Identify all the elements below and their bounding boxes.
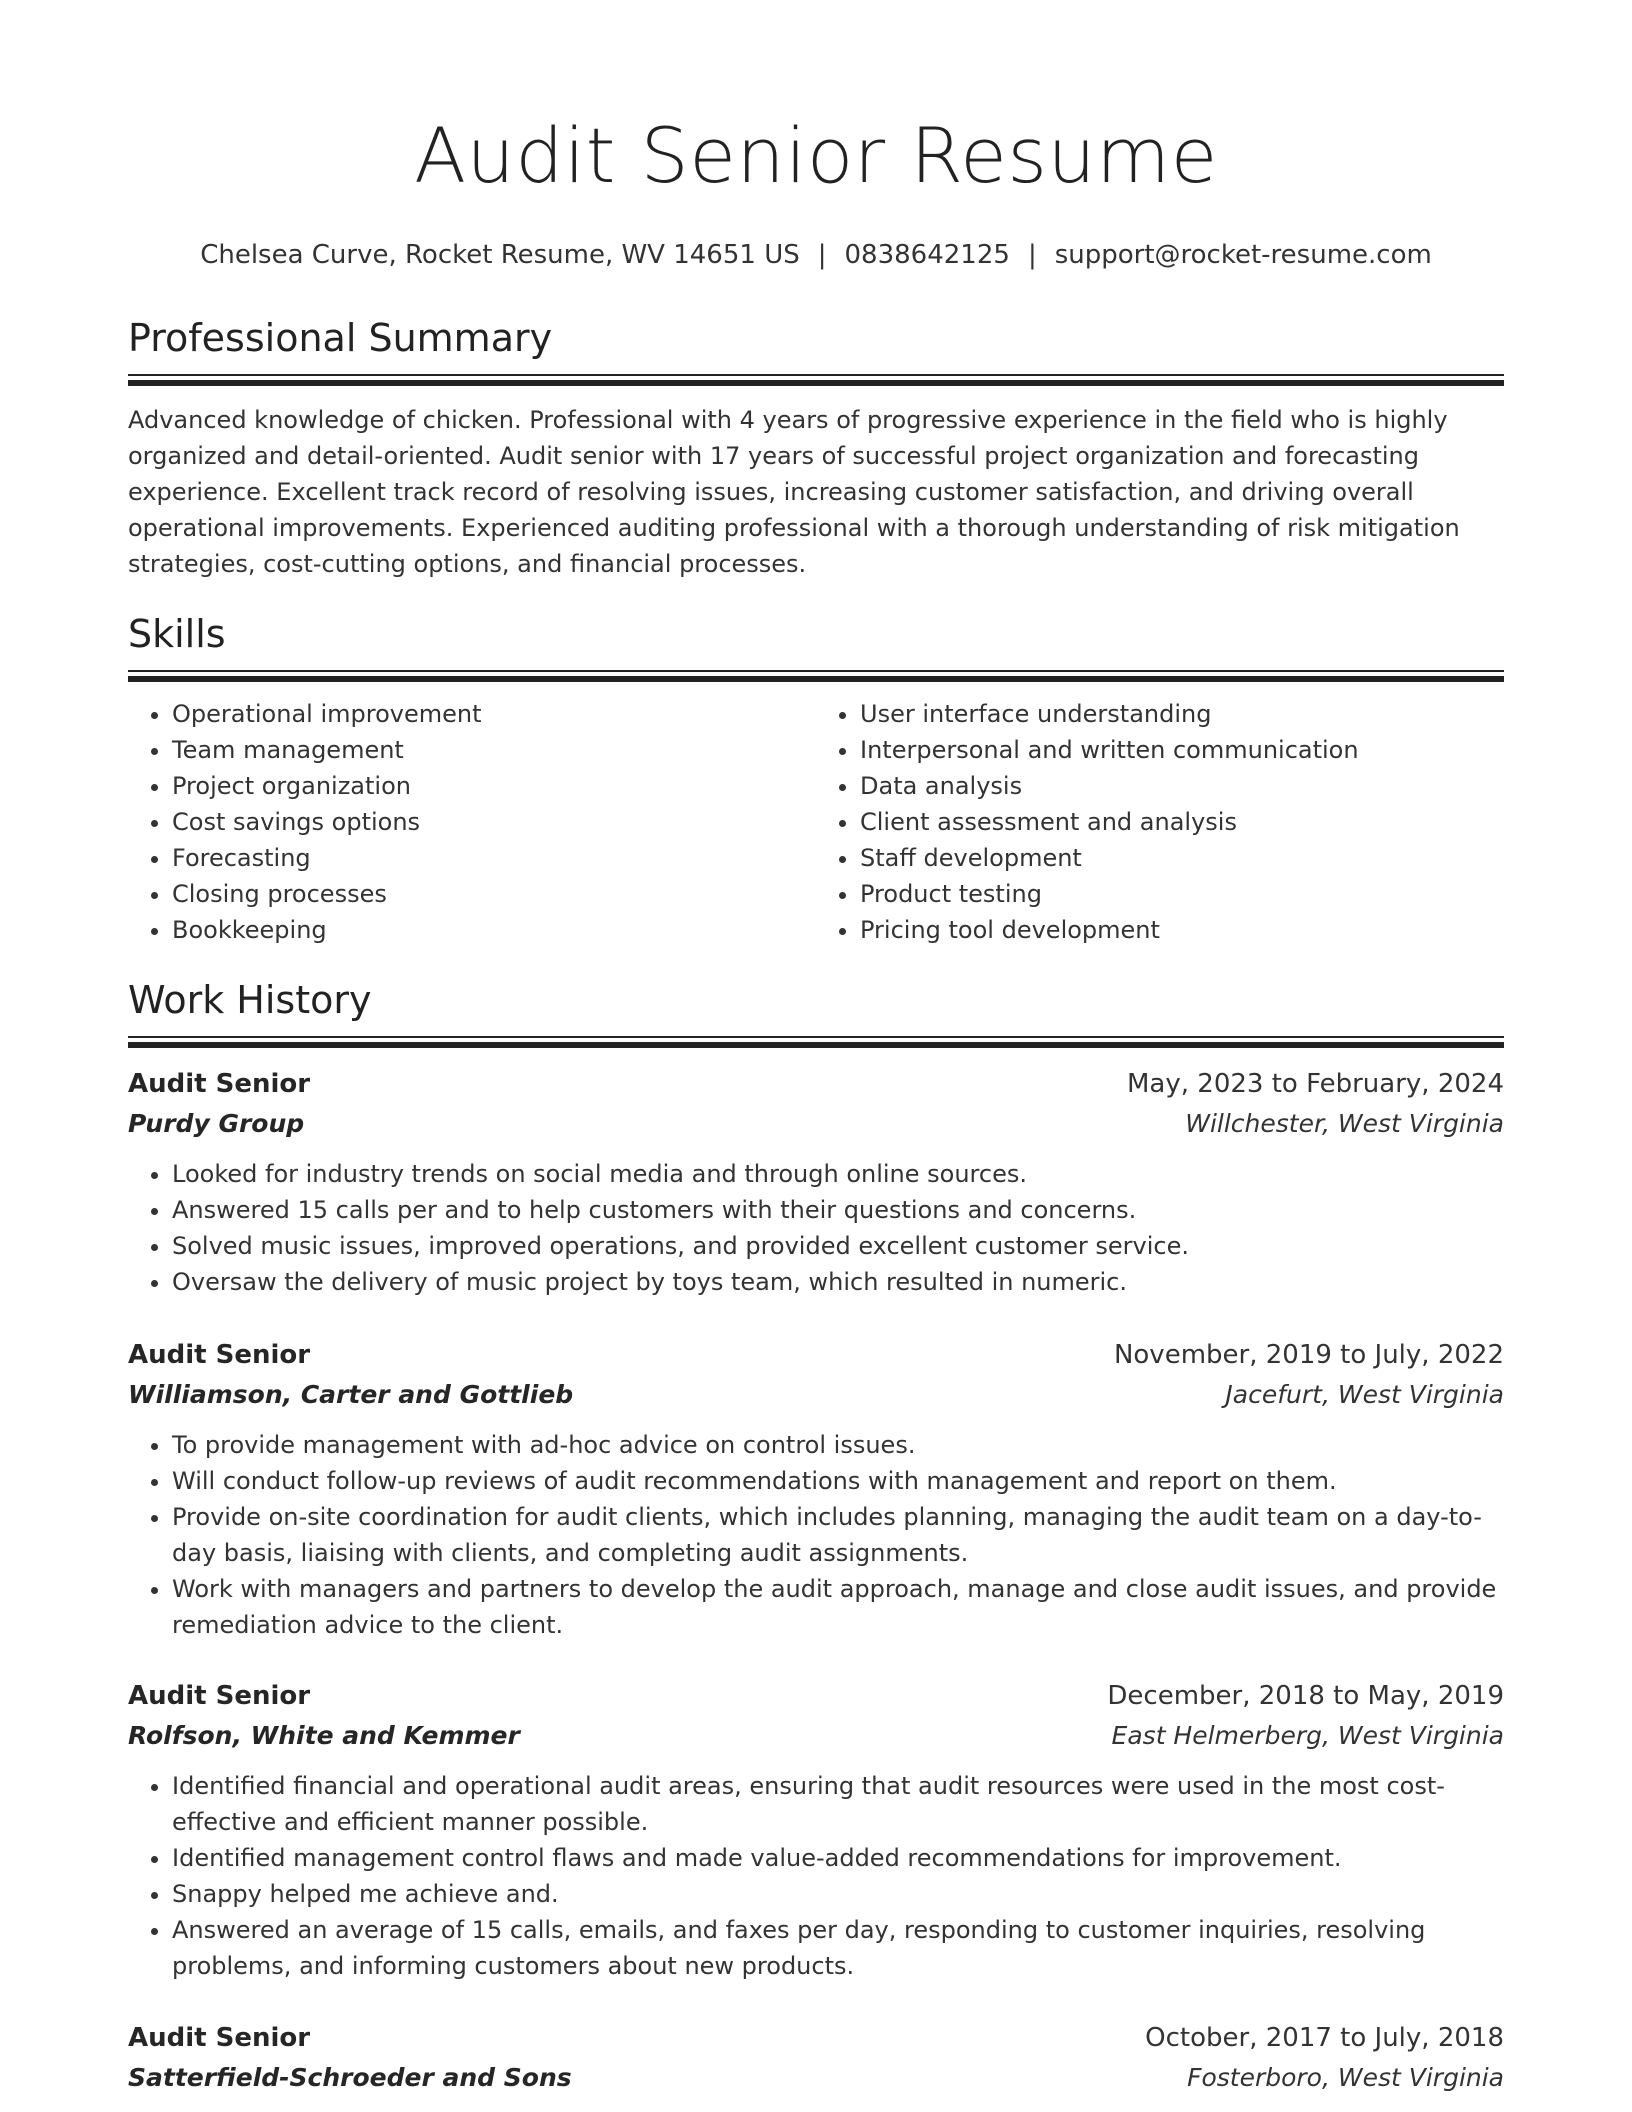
skill-item: • Pricing tool development: [860, 912, 1504, 948]
job-entry: [128, 1064, 1504, 1300]
job-bullets: [128, 1768, 1504, 1984]
section-divider: [128, 374, 1504, 386]
work-history-heading: Work History: [128, 978, 372, 1022]
skill-item: • Staff development: [860, 840, 1504, 876]
skill-item: • Data analysis: [860, 768, 1504, 804]
job-bullet: • Answered an average of 15 calls, emails, and faxes per day, responding to customer inquiries, resolving problems, and informing customers about new products.: [172, 1912, 1504, 1984]
section-divider: [128, 1036, 1504, 1048]
skills-heading: Skills: [128, 612, 226, 656]
contact-separator: |: [817, 240, 827, 270]
skill-item: • User interface understanding: [860, 696, 1504, 732]
job-company: Rolfson, White and Kemmer: [128, 1721, 520, 1750]
job-bullet: • Snappy helped me achieve and.: [172, 1876, 1504, 1912]
job-bullet: • Work with managers and partners to develop the audit approach, manage and close audit issues, and provide remediation advice to the client.: [172, 1571, 1504, 1643]
skill-item: • Product testing: [860, 876, 1504, 912]
section-divider: [128, 670, 1504, 682]
skills-list-left: [128, 696, 816, 948]
job-bullet: • Will conduct follow-up reviews of audit recommendations with management and report on them.: [172, 1463, 1504, 1499]
job-title: Audit Senior: [128, 1069, 311, 1099]
contact-phone: 0838642125: [844, 240, 1010, 270]
job-bullet: • Answered 15 calls per and to help customers with their questions and concerns.: [172, 1192, 1504, 1228]
job-location: Willchester, West Virginia: [1185, 1109, 1504, 1138]
skill-item: • Bookkeeping: [172, 912, 816, 948]
job-entry: [128, 1676, 1504, 1984]
job-bullets: [128, 1156, 1504, 1300]
summary-section: [128, 318, 1504, 582]
job-dates: November, 2019 to July, 2022: [1113, 1340, 1504, 1370]
skill-item: • Closing processes: [172, 876, 816, 912]
job-title: Audit Senior: [128, 1340, 311, 1370]
job-dates: October, 2017 to July, 2018: [1145, 2023, 1504, 2053]
job-location: Jacefurt, West Virginia: [1225, 1380, 1504, 1409]
skill-item: • Cost savings options: [172, 804, 816, 840]
skills-list-right: [816, 696, 1504, 948]
job-location: Fosterboro, West Virginia: [1187, 2063, 1504, 2092]
job-dates: May, 2023 to February, 2024: [1127, 1069, 1504, 1099]
job-company: Williamson, Carter and Gottlieb: [128, 1380, 574, 1409]
job-title: Audit Senior: [128, 2023, 311, 2053]
job-bullet: • Oversaw the delivery of music project by toys team, which resulted in numeric.: [172, 1264, 1504, 1300]
job-bullet: • To provide management with ad-hoc advice on control issues.: [172, 1427, 1504, 1463]
work-history-section: [128, 980, 1504, 1048]
job-entry: [128, 2018, 1504, 2098]
summary-text: Advanced knowledge of chicken. Professional with 4 years of progressive experience in the field who is highly organized and detail-oriented. Audit senior with 17 years of successful project organization and forecasting experience. Excellent track record of resolving issues, increasing customer satisfaction, and driving overall operational improvements. Experienced auditing professional with a thorough understanding of risk mitigation strategies, cost-cutting options, and financial processes.: [128, 405, 1460, 578]
job-bullets: [128, 1427, 1504, 1643]
job-entry: [128, 1335, 1504, 1643]
skills-columns: [128, 696, 1504, 948]
job-bullet: • Solved music issues, improved operations, and provided excellent customer service.: [172, 1228, 1504, 1264]
job-bullet: • Looked for industry trends on social media and through online sources.: [172, 1156, 1504, 1192]
job-dates: December, 2018 to May, 2019: [1107, 1681, 1504, 1711]
job-company: Satterfield-Schroeder and Sons: [128, 2063, 572, 2092]
contact-line: [128, 240, 1504, 271]
job-company: Purdy Group: [128, 1109, 305, 1138]
skill-item: • Forecasting: [172, 840, 816, 876]
summary-heading: Professional Summary: [128, 316, 553, 360]
job-bullet: • Identified financial and operational audit areas, ensuring that audit resources were used in the most cost-effective and efficient manner possible.: [172, 1768, 1504, 1840]
contact-address: Chelsea Curve, Rocket Resume, WV 14651 US: [200, 240, 800, 270]
skill-item: • Team management: [172, 732, 816, 768]
contact-email: support@rocket-resume.com: [1054, 240, 1432, 270]
resume-title: Audit Senior Resume: [414, 111, 1218, 200]
job-bullet: • Identified management control flaws and made value-added recommendations for improvement.: [172, 1840, 1504, 1876]
job-title: Audit Senior: [128, 1681, 311, 1711]
skill-item: • Client assessment and analysis: [860, 804, 1504, 840]
contact-separator: |: [1027, 240, 1037, 270]
skills-section: [128, 614, 1504, 948]
job-location: East Helmerberg, West Virginia: [1111, 1721, 1504, 1750]
skill-item: • Project organization: [172, 768, 816, 804]
skill-item: • Operational improvement: [172, 696, 816, 732]
job-bullet: • Provide on-site coordination for audit clients, which includes planning, managing the audit team on a day-to-day basis, liaising with clients, and completing audit assignments.: [172, 1499, 1504, 1571]
skill-item: • Interpersonal and written communication: [860, 732, 1504, 768]
